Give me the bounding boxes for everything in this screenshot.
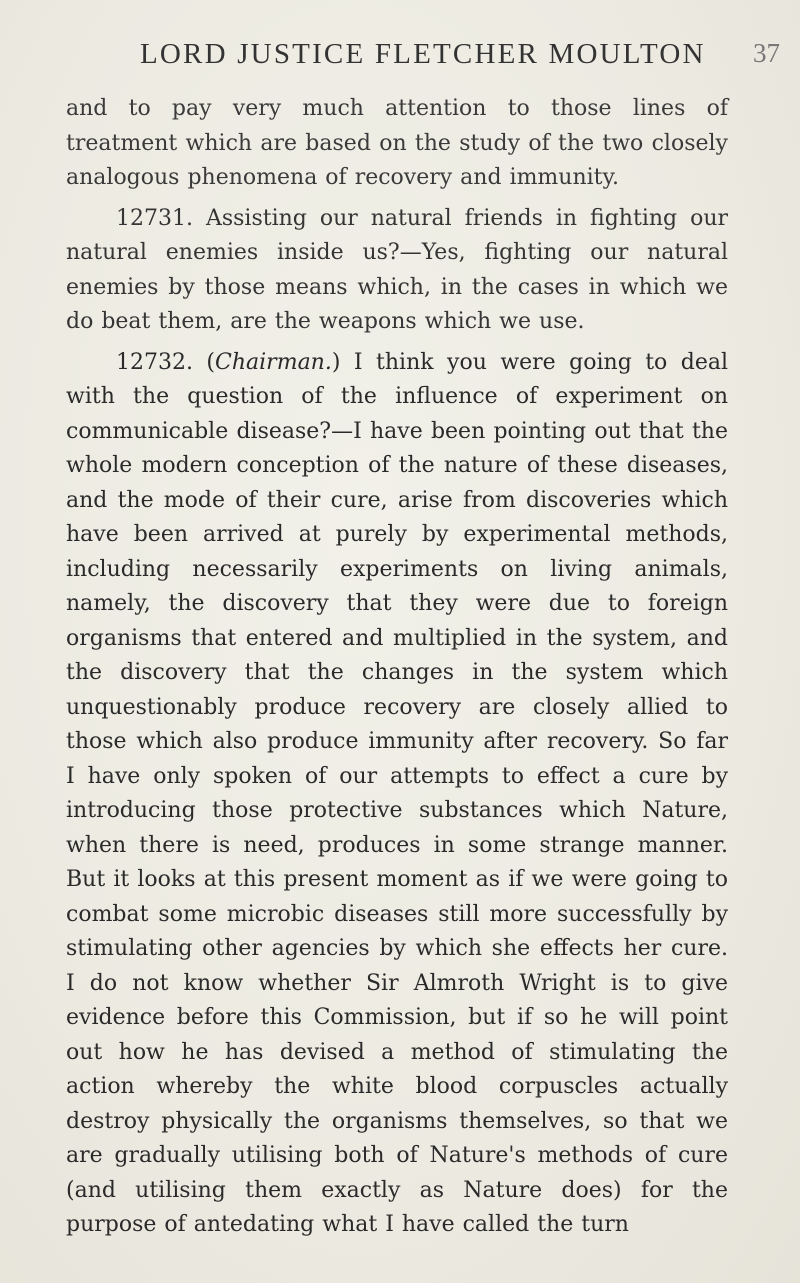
question-number: 12731. — [116, 205, 193, 231]
paragraph-question-12732 — [66, 346, 728, 1243]
paragraph-continuation — [66, 92, 728, 196]
paragraph-question-12731 — [66, 202, 728, 340]
paragraph-text: and to pay very much attention to those lines of treatment which are based on the study of the two closely analogous phenomena of recovery and immunity. — [66, 96, 728, 190]
page-header — [140, 38, 780, 78]
body-text — [66, 92, 728, 1243]
question-number: 12732. — [116, 349, 193, 375]
page-number: 37 — [753, 38, 780, 68]
running-head: LORD JUSTICE FLETCHER MOULTON — [140, 38, 706, 70]
speaker-label: Chairman. — [215, 349, 332, 375]
paragraph-text: Assisting our natural friends in fighting our natural enemies inside us?—Yes, fighting our natural enemies by those means which, in the cases in which we do beat them, are the weapons which we use. — [66, 205, 728, 334]
close-paren: ) — [331, 349, 341, 375]
paragraph-text: I think you were going to deal with the question of the influence of experiment on communicable disease?—I have been pointing out that the whole modern conception of the nature of these diseases, and the mode of their cure, arise from discoveries which have been arrived at purely by experimental methods, including necessarily experiments on living animals, namely, the discovery that they were due to foreign organisms that entered and multiplied in the system, and the discovery that the changes in the system which unquestionably produce recovery are closely allied to those which also produce immunity after recovery. So far I have only spoken of our attempts to effect a cure by introducing those protective substances which Nature, when there is need, produces in some strange manner. But it looks at this present moment as if we were going to combat some microbic diseases still more successfully by stimulating other agencies by which she effects her cure. I do not know whether Sir Almroth Wright is to give evidence before this Commission, but if so he will point out how he has devised a method of stimulating the action whereby the white blood corpuscles actually destroy physically the organisms themselves, so that we are gradually utilising both of Nature's methods of cure (and utilising them exactly as Nature does) for the purpose of antedating what I have called the turn — [66, 349, 729, 1237]
open-paren: ( — [192, 349, 216, 375]
